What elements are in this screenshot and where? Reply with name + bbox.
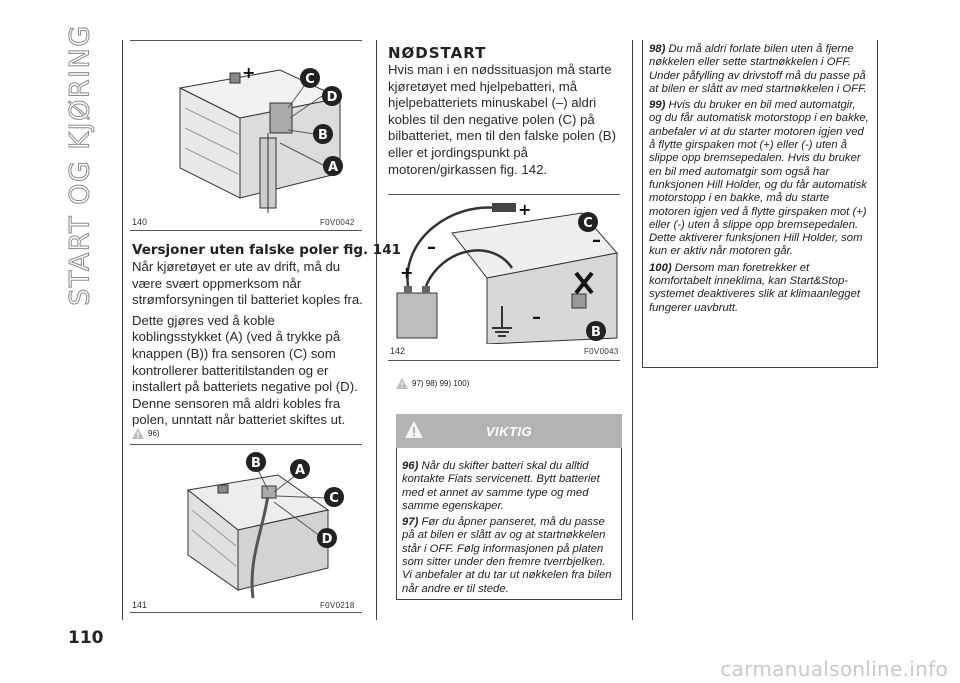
fig141-top-rule bbox=[130, 444, 362, 445]
page-number: 110 bbox=[68, 628, 104, 648]
col1-para1: Når kjøretøyet er ute av drift, må du være svært oppmerksom når strømforsyningen til batteriet koples fra. bbox=[132, 259, 363, 308]
warning-icon bbox=[396, 378, 408, 389]
fig140-callout-b: B bbox=[318, 128, 328, 143]
col1-warning-ref bbox=[132, 428, 160, 439]
col2-warning-refs-text: 97) 98) 99) 100) bbox=[412, 379, 470, 388]
column-divider-1 bbox=[376, 40, 377, 620]
fig140-callout-c: C bbox=[305, 72, 315, 87]
fig140-callout-d: D bbox=[326, 90, 338, 105]
fig142-callout-c: C bbox=[583, 216, 593, 231]
svg-text:+: + bbox=[242, 63, 256, 82]
viktig-header bbox=[396, 414, 622, 448]
column-divider-left bbox=[122, 40, 123, 620]
fig142-jumpstart-illustration bbox=[392, 198, 620, 344]
col2-para: Hvis man i en nødssituasjon må starte kjøretøyet med hjelpebatteri, må hjelpebatteriets minuskabel (–) aldri kobles til den negative polen (C) på bilbatteriet, men til den falske polen (B) eller et jordingspunkt på motoren/girkassen fig. 142. bbox=[388, 62, 616, 177]
note-99-text: Hvis du bruker en bil med automatgir, og du får automatisk motorstopp i en bakke, anbefaler vi at du starter motoren igjen ved å flytte girspaken mot (+) eller (-) uten å slippe opp bremsepedalen. Hvis du bruker en bil med automatgir som også har funksjonen Hill Holder, og du får automatisk motorstopp i en bakke, må du starte motoren igjen ved å flytte girspaken mot (+) eller (-) uten å slippe opp bremsepedalen. Dette aktiverer funksjonen Hill Holder, som kun er aktiv når motoren går. bbox=[649, 99, 869, 258]
fig141-bottom-rule bbox=[130, 612, 362, 613]
fig141-callout-b: B bbox=[251, 456, 261, 471]
fig140-code: F0V0042 bbox=[320, 218, 355, 227]
svg-text:–: – bbox=[427, 237, 436, 258]
note-100-text: Dersom man foretrekker et komfortabelt inneklima, kan Start&Stop-systemet deaktiveres slik at klimaanlegget fungerer uavbrutt. bbox=[649, 261, 860, 314]
note-98-num: 98) bbox=[649, 43, 666, 55]
fig140-bottom-rule bbox=[130, 230, 362, 231]
warning-icon bbox=[132, 428, 144, 439]
fig141-callout-a: A bbox=[294, 463, 306, 478]
note-97 bbox=[402, 516, 616, 596]
fig141-battery-illustration bbox=[178, 450, 360, 600]
col3-notes-box bbox=[642, 40, 878, 368]
fig142-code: F0V0043 bbox=[584, 347, 619, 356]
note-99-num: 99) bbox=[649, 99, 666, 112]
note-97-num: 97) bbox=[402, 516, 419, 529]
svg-text:+: + bbox=[400, 263, 414, 282]
note-97-text: Før du åpner panseret, må du passe på at bilen er slått av og at startnøkkelen står i OFF. Følg informasjonen på platen som sitter under den fremre tverrbjelken. Vi anbefaler at du tar ut nøkkelen fra bilen når andre er til stede. bbox=[402, 516, 612, 595]
note-96-text: Når du skifter batteri skal du alltid kontakte Fiats servicenett. Bytt batteriet med et annet av samme type og med samme egenskaper. bbox=[402, 460, 600, 512]
svg-text:–: – bbox=[592, 230, 601, 251]
note-100-num: 100) bbox=[649, 261, 672, 274]
fig142-top-rule bbox=[388, 194, 620, 195]
fig141-callout-d: D bbox=[321, 532, 333, 547]
col1-body bbox=[132, 259, 364, 433]
svg-text:+: + bbox=[518, 200, 532, 219]
watermark: carmanualsonline.info bbox=[720, 657, 948, 681]
col1-warning-ref-text: 96) bbox=[148, 429, 160, 438]
fig142-bottom-rule bbox=[388, 360, 620, 361]
fig140-top-rule bbox=[130, 40, 362, 41]
fig140-number: 140 bbox=[132, 217, 148, 227]
fig142-callout-b: B bbox=[591, 325, 601, 340]
fig141-number: 141 bbox=[132, 600, 148, 610]
col1-para2: Dette gjøres ved å koble koblingsstykket (A) (ved å trykke på knappen (B)) fra sensoren (C) som kontrollerer batteritilstanden og er installert på batteriets negative pol (D). Denne sensoren må aldri kobles fra polen, unntatt når batteriet skiftes ut. bbox=[132, 312, 358, 428]
column-divider-2 bbox=[632, 40, 633, 620]
fig141-code: F0V0218 bbox=[320, 601, 355, 610]
viktig-title: VIKTIG bbox=[485, 424, 533, 439]
note-96 bbox=[402, 460, 616, 513]
svg-text:–: – bbox=[532, 307, 541, 328]
fig142-number: 142 bbox=[390, 346, 406, 356]
fig140-battery-illustration bbox=[160, 48, 360, 218]
fig141-callout-c: C bbox=[329, 491, 339, 506]
col2-notes-box bbox=[396, 448, 622, 600]
col1-heading: Versjoner uten falske poler fig. 141 bbox=[132, 242, 401, 258]
col2-body bbox=[388, 62, 622, 182]
note-96-num: 96) bbox=[402, 460, 419, 472]
section-tab-label: START OG KJØRING bbox=[64, 24, 96, 306]
note-100 bbox=[649, 262, 871, 315]
col2-warning-refs bbox=[396, 378, 469, 389]
fig140-callout-a: A bbox=[327, 160, 339, 175]
section-tab bbox=[60, 24, 100, 306]
col2-heading: NØDSTART bbox=[388, 44, 487, 62]
note-99 bbox=[649, 99, 871, 259]
note-98-text: Du må aldri forlate bilen uten å fjerne nøkkelen eller sette startnøkkelen i OFF. Under påfylling av drivstoff må du passe på at bilen er slått av med startnøkkelen i OFF. bbox=[649, 43, 867, 95]
note-98 bbox=[649, 43, 871, 96]
